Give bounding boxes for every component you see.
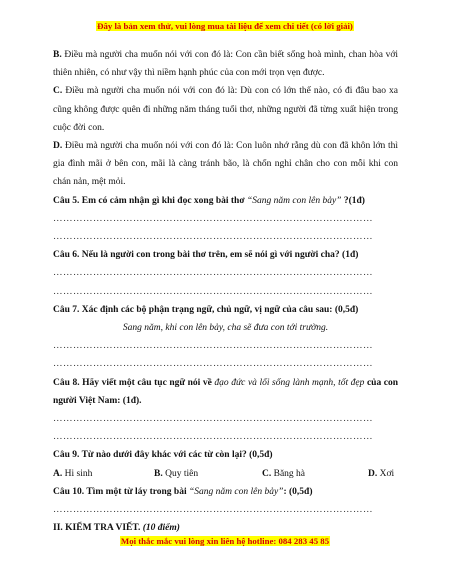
option-c-letter: C. [53, 86, 63, 97]
answer-line: …………………………………………………………………………………… [53, 286, 373, 297]
answer-line: …………………………………………………………………………………… [53, 341, 373, 352]
q9-answer-b [154, 465, 262, 483]
question-7: Câu 7. Xác định các bộ phận trạng ngữ, chủ ngữ, vị ngữ của câu sau: (0,5đ) [53, 304, 359, 315]
option-b-letter: B. [53, 50, 62, 60]
option-d-letter: D. [53, 141, 63, 152]
answer-line: …………………………………………………………………………………… [53, 232, 373, 243]
option-d [53, 137, 398, 192]
question-9: Câu 9. Từ nào dưới đây khác với các từ còn lại? (0,5đ) [53, 450, 273, 461]
answer-line: …………………………………………………………………………………… [53, 504, 373, 515]
answer-line: …………………………………………………………………………………… [53, 213, 373, 224]
answer-letter: C. [262, 468, 272, 479]
q5-prefix: Câu 5. Em có cảm nhận gì khi đọc xong bài thơ [53, 195, 247, 206]
q7-sentence: Sang năm, khi con lên bảy, cha sẽ đưa con tới trường. [122, 322, 329, 333]
option-b [53, 46, 398, 82]
q9-answer-c [262, 465, 368, 483]
question-5 [53, 192, 398, 210]
question-6: Câu 6. Nếu là người con trong bài thơ trên, em sẽ nói gì với người cha? (1đ) [53, 250, 359, 261]
answer-text: Băng hà [273, 468, 306, 479]
answer-text: Quy tiên [165, 468, 199, 479]
q9-answers [53, 465, 398, 483]
hotline-notice [0, 536, 450, 546]
answer-line: …………………………………………………………………………………… [53, 432, 373, 443]
answer-letter: B. [154, 468, 163, 479]
q10-poem-title: “Sang năm con lên bảy” [188, 486, 284, 497]
preview-notice-text: Đây là bản xem thử, vui lòng mua tài liệu để xem chi tiết (có lời giải) [97, 21, 353, 31]
question-10 [53, 483, 398, 501]
answer-line: …………………………………………………………………………………… [53, 268, 373, 279]
q10-suffix: : (0,5đ) [283, 486, 313, 497]
q8-suffix: của con người Việt Nam: (1đ). [53, 377, 399, 406]
q8-prefix: Câu 8. Hãy viết một câu tục ngữ nói về [53, 377, 215, 388]
section-points: (10 điểm) [142, 523, 180, 534]
answer-letter: D. [368, 468, 378, 479]
answer-line: …………………………………………………………………………………… [53, 359, 373, 370]
answer-text: Hi sinh [64, 468, 93, 479]
q9-answer-a [53, 465, 154, 483]
section-writing [53, 519, 398, 537]
q8-topic: đạo đức và lối sống lành mạnh, tốt đẹp [214, 377, 365, 388]
exam-content [53, 46, 398, 537]
answer-line: …………………………………………………………………………………… [53, 413, 373, 424]
section-label: II. KIỂM TRA VIẾT. [53, 523, 141, 534]
q5-suffix: ?(1đ) [341, 195, 365, 206]
q9-answer-d [368, 465, 398, 483]
option-c-text: Điều mà người cha muốn nói với con đó là: Dù con có lớn thế nào, có đi đâu bao xa cũng không được quên đi những năm tháng tuổi thơ, những người đã từng xuất hiện trong cuộc đời con. [53, 86, 399, 133]
option-d-text: Điều mà người cha muốn nói với con đó là: Con luôn nhớ rằng dù con đã khôn lớn thì gia đình mãi ở bên con, mãi là càng tránh bão, là chốn nghỉ chân cho con mỗi khi con chán nản, mệt mỏi. [53, 141, 399, 188]
q10-prefix: Câu 10. Tìm một từ láy trong bài [53, 486, 189, 497]
hotline-notice-text: Mọi thắc mắc vui lòng xin liên hệ hotline: 084 283 45 85 [120, 536, 330, 546]
answer-text: Xơi [379, 468, 395, 479]
q5-poem-title: “Sang năm con lên bảy” [246, 195, 342, 206]
preview-notice [0, 21, 450, 31]
answer-letter: A. [53, 468, 63, 479]
option-c [53, 82, 398, 137]
question-8 [53, 374, 398, 410]
option-b-text: Điều mà người cha muốn nói với con đó là: Con cần biết sống hoà mình, chan hòa với thiên nhiên, có như vậy thì niềm hạnh phúc của con mới trọn vẹn được. [53, 50, 398, 79]
